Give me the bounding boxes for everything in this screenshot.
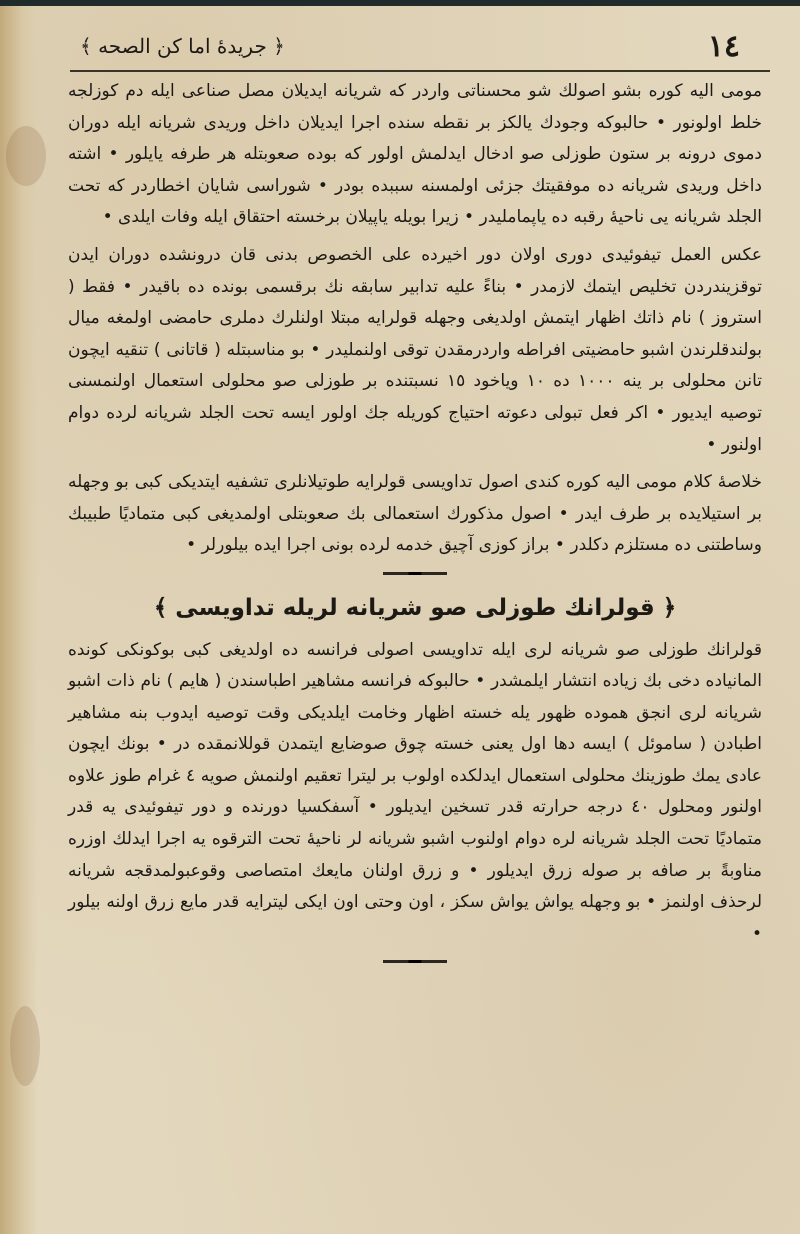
section-divider [383, 960, 447, 963]
paper-stain [6, 126, 46, 186]
article-body [68, 76, 762, 977]
article2-paragraph-1: قولرانك طوزلى صو شريانه لرى ايله تداويسى اصولى فرانسه ده اولديغى كبى بوكونكى كونده المانياده دخى بك زياده انتشار ايلمشدر • حالبوكه فرانسه مشاهير اطباسندن ( هايم ) نام ذات اشبو شريانه لرى انجق هموده ظهور يله خسته اظهار وخامت ايلديكى وقت توصيه ايدوب بنه مشاهير اطبادن ( ساموئل ) ايسه دها اول يعنى خسته چوق صوضايع ايتمدن قوللانمقده در • بونك ايچون عادى يمك طوزينك محلولى استعمال ايدلكده اولوب بر ليترا تعقيم اولنمش صويه ٤ غرام طوز علاوه اولنور ومحلول ٤٠ درجه حرارته قدر تسخين ايديلور • آسفكسيا دورنده و دور تيفوئيدى يه قدر متماديًا تحت الجلد شريانه لره دوام اولنوب اشبو شريانه لر ناحيهٔ تحت الترقوه يه اجرا ايدلك اوزره مناوبةً بر صافه بر صوله زرق ايديلور • و زرق اولنان مايعك امتصاصى وقوعبولمدقجه شريانه لرحذف اولنمز • بو وجهله يواش يواش سكز ، اون وحتى اون ايكى ليترايه قدر مايع زرق اولنه بيلور • [68, 639, 762, 944]
paper-stain [10, 1006, 40, 1086]
article1-paragraph-3: خلاصهٔ كلام مومى اليه كوره كندى اصول تداويسى قولرايه طوتيلانلرى تشفيه ايتديكى كبى بو وجهله بر استيلايده بر طرف ايدر • اصول مذكورك استعمالى بك صعوبتلى اولمديغى كبى متماديًا طبيبك وساطتنى ده مستلزم دكلدر • براز كوزى آچيق خدمه لرده بونى اجرا ايده بيلورلر • [68, 472, 762, 556]
page-header [80, 26, 740, 66]
article1-paragraph-2: عكس العمل تيفوئيدى دورى اولان دور اخيرده على الخصوص بدنى قان درونشده دوران ايدن توقزيندردن تخليص ايتمك لازمدر • بناءً عليه تدابير سابقه نك برقسمى بونده ده باقيدر • فقط ( استروز ) نام ذاتك اظهار ايتمش اولديغى وجهله قولرايه مبتلا اولنلرك دملرى حامضى اولمغه ميال بولندقلرندن اشبو حامضيتى افراطه واردرمقدن توقى اولنمليدر • بو مناسبتله ( قاتانى ) تنقيه ايچون تانن محلولى بر ينه ١٠٠٠ ده ١٠ وياخود ١٥ نسبتنده بر طوزلى صو محلولى استعمال اولنمسنى توصيه ايديور • اكر فعل تبولى دعوته احتياج كوريله جك اولور ايسه تحت الجلد شريانه لرده دوام اولنور • [68, 244, 762, 455]
header-rule [70, 70, 770, 72]
section-divider [383, 572, 447, 575]
document-page [0, 6, 800, 1234]
page-number: ١٤ [707, 28, 740, 64]
article2-title: ﴿ قولرانك طوزلى صو شريانه لريله تداويسى ﴾ [153, 594, 677, 621]
journal-title: ﴿ جريدهٔ اما كن الصحه ﴾ [80, 34, 285, 58]
article1-paragraph-1: مومى اليه كوره بشو اصولك شو محسناتى واردر كه شريانه ايديلان مصل صناعى ايله دم كوزلجه خلط اولونور • حالبوكه وجودك يالكز بر نقطه سنده اجرا ايديلان داخل وريدى شريانه ايله دوران دموى درونه بر ستون طوزلى صو ادخال ايدلمش اولور كه بوده صعوبتله هر طرفه يايلور • اشته داخل وريدى شريانه ده موفقيتك جزئى اولمسنه سببده بودر • شوراسى شايان اخطاردر كه تحت الجلد شريانه يى ناحيهٔ رقبه ده ياپمامليدر • زيرا بويله ياپيلان برخسته احتقاق ايله وفات ايلدى • [68, 81, 762, 228]
